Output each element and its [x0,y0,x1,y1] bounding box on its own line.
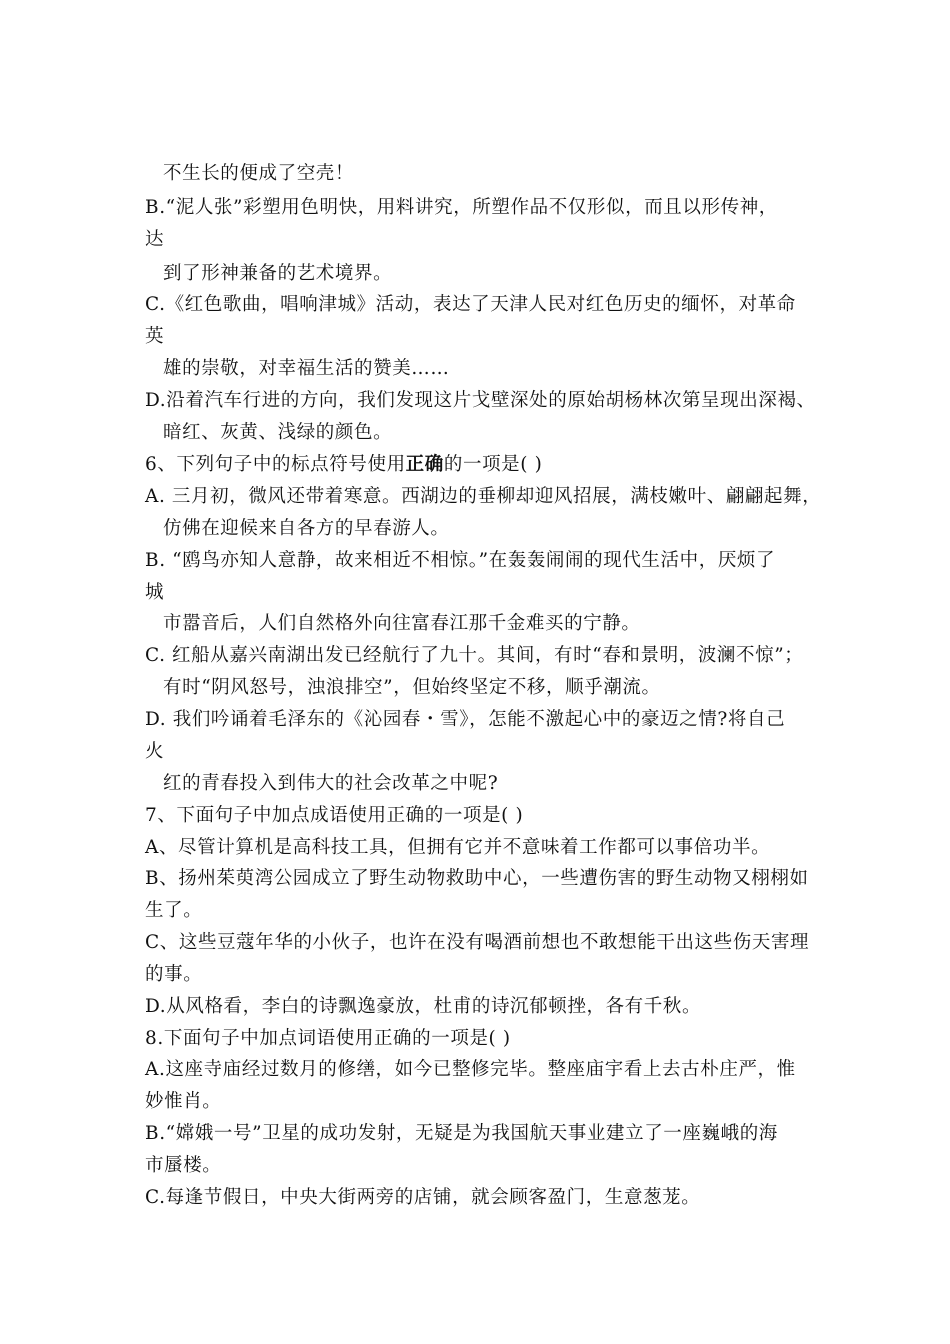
text-line: A.这座寺庙经过数月的修缮，如今已整修完毕。整座庙宇看上去古朴庄严，惟 [145,1059,796,1080]
text-line: 红的青春投入到伟大的社会改革之中呢? [163,773,499,794]
text-line: 市蜃楼。 [145,1155,222,1176]
text-line: 市嚣音后，人们自然格外向往富春江那千金难买的宁静。 [163,613,641,634]
question-6-prefix: 6、下列句子中的标点符号使用 [145,454,406,475]
text-line: D.沿着汽车行进的方向，我们发现这片戈壁深处的原始胡杨林次第呈现出深褐、 [145,390,816,411]
text-line: A. 三月初，微风还带着寒意。西湖边的垂柳却迎风招展，满枝嫩叶、翩翩起舞， [145,486,822,507]
text-line: A、尽管计算机是高科技工具，但拥有它并不意味着工作都可以事倍功半。 [145,837,771,858]
text-line: C、这些豆蔻年华的小伙子，也许在没有喝酒前想也不敢想能干出这些伤天害理 [145,932,810,953]
text-line: B.“泥人张”彩塑用色明快，用料讲究，所塑作品不仅形似，而且以形传神， [145,197,778,218]
text-line: C. 红船从嘉兴南湖出发已经航行了九十。其间，有时“春和景明，波澜不惊”； [145,645,804,666]
text-line: D. 我们吟诵着毛泽东的《沁园春・雪》，怎能不激起心中的豪迈之情?将自己 [145,709,786,730]
text-line: 到了形神兼备的艺术境界。 [163,263,393,284]
text-line: 妙惟肖。 [145,1091,222,1112]
text-line: B、扬州茱萸湾公园成立了野生动物救助中心，一些遭伤害的野生动物又栩栩如 [145,868,809,889]
text-line: D.从风格看，李白的诗飘逸豪放，杜甫的诗沉郁顿挫，各有千秋。 [145,996,702,1017]
text-line: 生了。 [145,900,203,921]
text-line: 火 [145,741,165,762]
question-6-suffix: 的一项是( ) [443,454,543,475]
text-line: 不生长的便成了空壳！ [163,163,355,184]
text-line: 仿佛在迎候来自各方的早春游人。 [163,518,450,539]
text-line: 暗红、灰黄、浅绿的颜色。 [163,422,393,443]
text-line: 的事。 [145,964,203,985]
text-line: B. “鸥鸟亦知人意静，故来相近不相惊。”在轰轰闹闹的现代生活中，厌烦了 [145,550,776,571]
text-line: 有时“阴风怒号，浊浪排空”，但始终坚定不移，顺乎潮流。 [163,677,661,698]
text-line: B.“嫦娥一号”卫星的成功发射，无疑是为我国航天事业建立了一座巍峨的海 [145,1123,778,1144]
text-line: 城 [145,582,165,603]
text-line: C.每逢节假日，中央大街两旁的店铺，就会顾客盈门，生意葱茏。 [145,1187,701,1208]
question-8-heading: 8.下面句子中加点词语使用正确的一项是( ) [145,1028,511,1049]
text-line: 达 [145,229,165,250]
question-6-heading [145,453,542,477]
text-line: C.《红色歌曲，唱响津城》活动，表达了天津人民对红色历史的缅怀，对革命 [145,294,796,315]
question-7-heading: 7、下面句子中加点成语使用正确的一项是( ) [145,805,524,826]
text-line: 雄的崇敬，对幸福生活的赞美…… [163,358,450,379]
text-line: 英 [145,326,165,347]
question-6-emphasis: 正确 [405,454,444,475]
